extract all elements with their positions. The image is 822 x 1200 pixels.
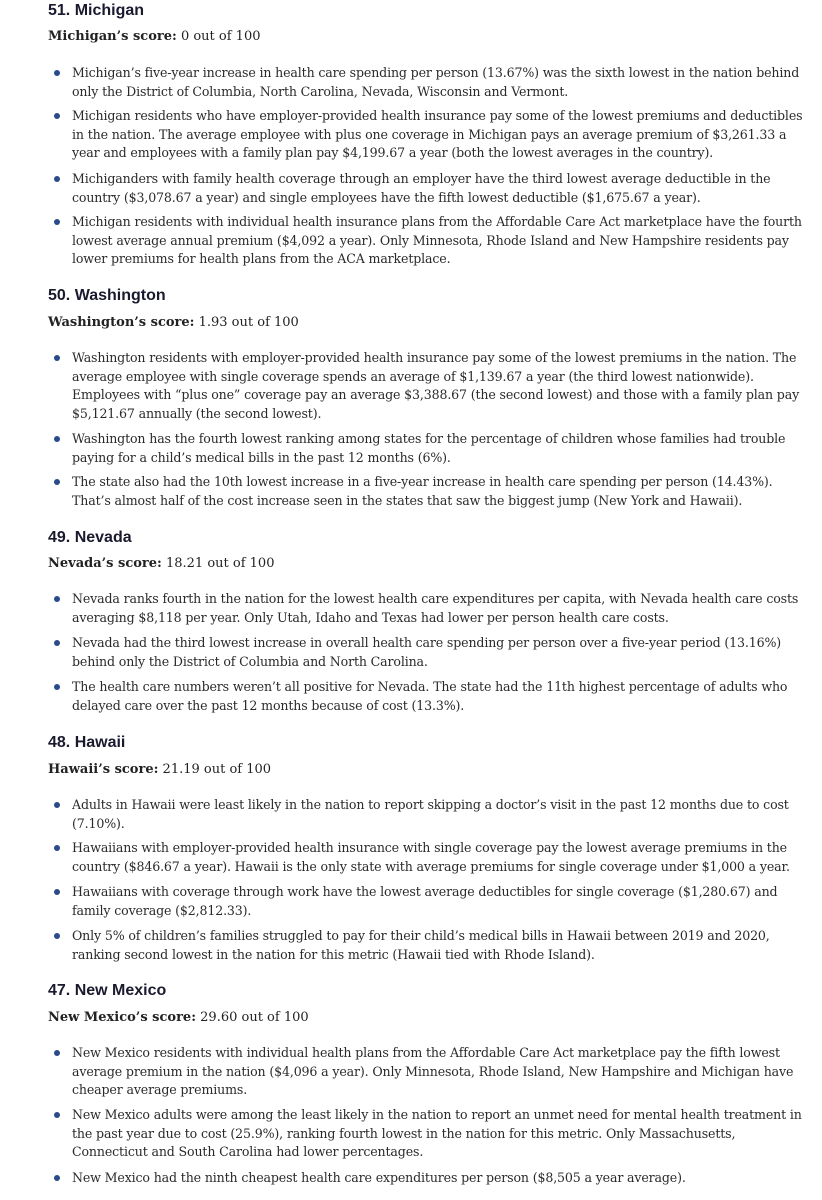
bullet-dot-icon: [54, 1050, 60, 1056]
score-label: New Mexico’s score:: [48, 1010, 197, 1025]
section-title: 50. Washington: [48, 287, 166, 304]
bullet-text: Nevada had the third lowest increase in overall health care spending per person over a five-year period (13.16%) behind only the District of Columbia and North Carolina.: [72, 635, 782, 669]
bullet-dot-icon: [54, 845, 60, 851]
score-value: 18.21 out of 100: [165, 556, 275, 571]
bullet-dot-icon: [54, 1175, 60, 1181]
score-label: Washington’s score:: [48, 315, 195, 330]
bullet-dot-icon: [54, 479, 60, 485]
bullet-text: Hawaiians with employer-provided health insurance with single coverage pay the lowest average premiums in the country ($846.67 a year). Hawaii is the only state with average premiums for single coverage under $1,000 a year.: [72, 840, 790, 874]
score-value: 29.60 out of 100: [200, 1010, 309, 1025]
bullet-text: Hawaiians with coverage through work have the lowest average deductibles for single coverage ($1,280.67) and family coverage ($2,812.33).: [72, 884, 778, 918]
bullet-dot-icon: [54, 1112, 60, 1118]
bullet-text: Washington has the fourth lowest ranking among states for the percentage of children whose families had trouble paying for a child’s medical bills in the past 12 months (6%).: [72, 431, 786, 465]
score-label: Hawaii’s score:: [48, 762, 159, 777]
bullet-text: Adults in Hawaii were least likely in the nation to report skipping a doctor’s visit in the past 12 months due to cost (7.10%).: [72, 797, 789, 831]
bullet-dot-icon: [54, 113, 60, 119]
score-label: Nevada’s score:: [48, 556, 162, 571]
bullet-dot-icon: [54, 176, 60, 182]
bullet-text: Michigan residents who have employer-provided health insurance pay some of the lowest premiums and deductibles in the nation. The average employee with plus one coverage in Michigan pays an average premium of $3,261.33 a year and employees with a family plan pay $4,199.67 a year (both the lowest averages in the country).: [72, 108, 803, 160]
bullet-dot-icon: [54, 684, 60, 690]
section-title: 51. Michigan: [48, 2, 145, 19]
score-line: [48, 555, 274, 573]
bullet-text: Washington residents with employer-provided health insurance pay some of the lowest premiums in the nation. The average employee with single coverage spends an average of $1,139.67 a year (the third lowest nationwide). Employees with “plus one” coverage pay an average $3,388.67 (the second lowest) and those with a family plan pay $5,121.67 annually (the second lowest).: [72, 350, 800, 421]
bullet-dot-icon: [54, 802, 60, 808]
score-value: 21.19 out of 100: [162, 762, 272, 777]
bullet-text: New Mexico had the ninth cheapest health care expenditures per person ($8,505 a year average).: [72, 1170, 686, 1185]
score-line: [48, 28, 260, 46]
score-label: Michigan’s score:: [48, 29, 177, 44]
score-line: [48, 314, 299, 332]
bullet-dot-icon: [54, 933, 60, 939]
bullet-text: The health care numbers weren’t all positive for Nevada. The state had the 11th highest percentage of adults who delayed care over the past 12 months because of cost (13.3%).: [72, 679, 788, 713]
score-value: 0 out of 100: [180, 29, 261, 44]
bullet-text: Michigan’s five-year increase in health care spending per person (13.67%) was the sixth lowest in the nation behind only the District of Columbia, North Carolina, Nevada, Wisconsin and Vermont.: [72, 65, 800, 99]
bullet-text: New Mexico residents with individual health plans from the Affordable Care Act marketplace pay the fifth lowest average premium in the nation ($4,096 a year). Only Minnesota, Rhode Island, New Hampshire and Michigan have cheaper average premiums.: [72, 1045, 794, 1097]
bullet-dot-icon: [54, 436, 60, 442]
bullet-dot-icon: [54, 219, 60, 225]
bullet-text: Michiganders with family health coverage through an employer have the third lowest average deductible in the country ($3,078.67 a year) and single employees have the fifth lowest deductible ($1,675.67 a year).: [72, 171, 771, 205]
bullet-dot-icon: [54, 596, 60, 602]
score-line: [48, 1009, 309, 1027]
score-value: 1.93 out of 100: [198, 315, 299, 330]
section-title: 48. Hawaii: [48, 734, 126, 751]
section-title: 49. Nevada: [48, 529, 132, 546]
bullet-dot-icon: [54, 889, 60, 895]
bullet-text: Nevada ranks fourth in the nation for the lowest health care expenditures per capita, with Nevada health care costs averaging $8,118 per year. Only Utah, Idaho and Texas had lower per person health care costs.: [72, 591, 799, 625]
score-line: [48, 761, 271, 779]
bullet-text: Michigan residents with individual health insurance plans from the Affordable Care Act marketplace have the fourth lowest average annual premium ($4,092 a year). Only Minnesota, Rhode Island and New Hampshire residents pay lower premiums for health plans from the ACA marketplace.: [72, 214, 802, 266]
bullet-text: Only 5% of children’s families struggled to pay for their child’s medical bills in Hawaii between 2019 and 2020, ranking second lowest in the nation for this metric (Hawaii tied with Rhode Island).: [72, 928, 770, 962]
bullet-dot-icon: [54, 70, 60, 76]
bullet-text: New Mexico adults were among the least likely in the nation to report an unmet need for mental health treatment in the past year due to cost (25.9%), ranking fourth lowest in the nation for this metric. Only Massachusetts, Connecticut and South Carolina had lower percentages.: [72, 1107, 802, 1159]
bullet-dot-icon: [54, 640, 60, 646]
bullet-text: The state also had the 10th lowest increase in a five-year increase in health care spending per person (14.43%). That’s almost half of the cost increase seen in the states that saw the biggest jump (New York and Hawaii).: [72, 474, 773, 508]
section-title: 47. New Mexico: [48, 982, 167, 999]
bullet-dot-icon: [54, 355, 60, 361]
